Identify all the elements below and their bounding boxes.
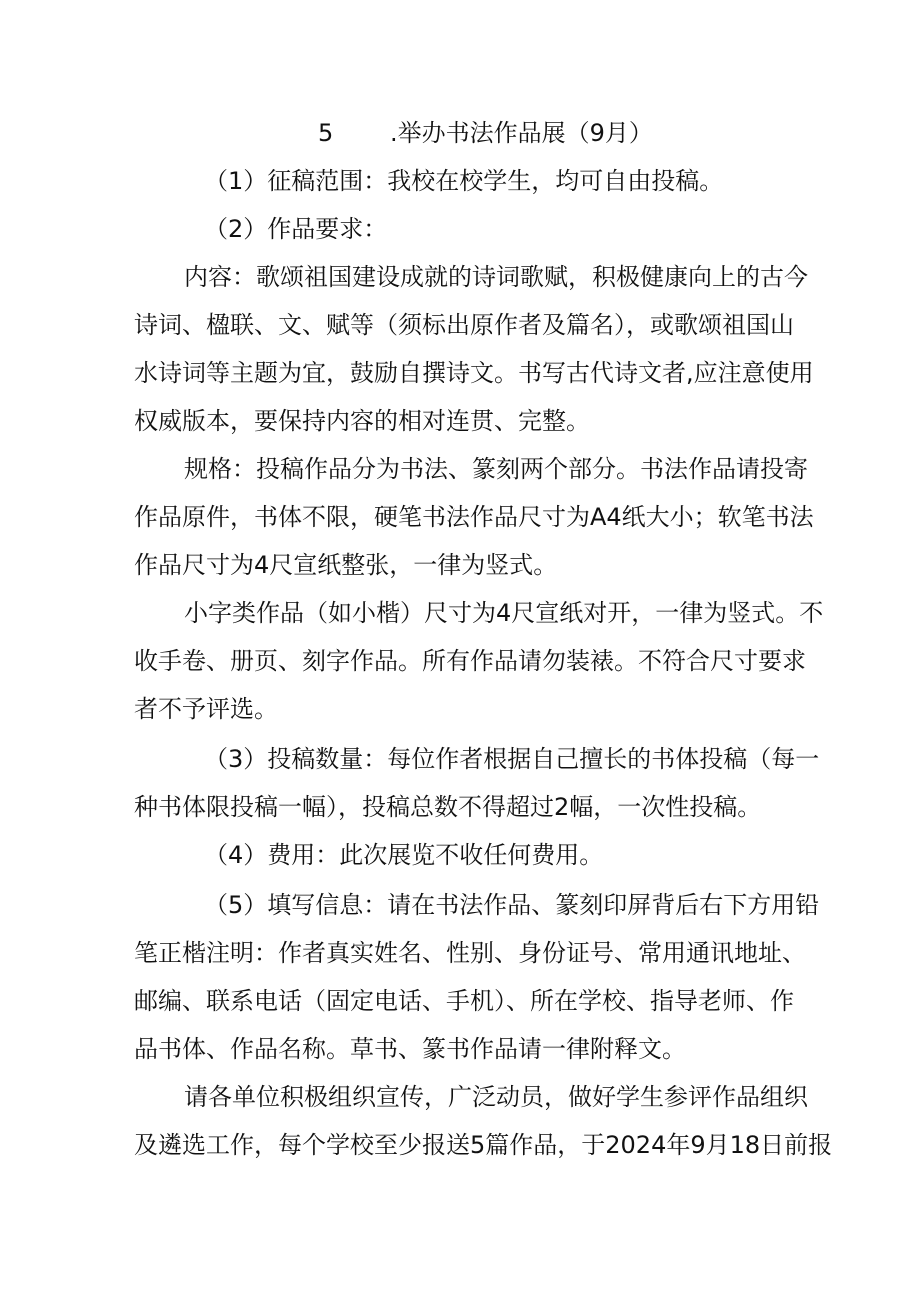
paragraph-line: 者不予评选。	[134, 695, 278, 723]
paragraph-line: 作品尺寸为4尺宣纸整张，一律为竖式。	[134, 551, 558, 579]
section-title: .举办书法作品展（9月）	[390, 119, 653, 147]
paragraph-line: （1）征稿范围：我校在校学生，均可自由投稿。	[204, 167, 724, 195]
paragraph-line: 邮编、联系电话（固定电话、手机）、所在学校、指导老师、作	[134, 987, 794, 1015]
paragraph-line: 请各单位积极组织宣传，广泛动员，做好学生参评作品组织	[184, 1083, 808, 1111]
paragraph-line: 笔正楷注明：作者真实姓名、性别、身份证号、常用通讯地址、	[134, 939, 806, 967]
paragraph-line: 种书体限投稿一幅），投稿总数不得超过2幅，一次性投稿。	[134, 793, 762, 821]
paragraph-line: （3）投稿数量：每位作者根据自己擅长的书体投稿（每一	[204, 745, 820, 773]
paragraph-line: 诗词、楹联、文、赋等（须标出原作者及篇名），或歌颂祖国山	[134, 311, 794, 339]
paragraph-line: 及遴选工作，每个学校至少报送5篇作品，于2024年9月18日前报	[134, 1131, 833, 1159]
paragraph-line: 小字类作品（如小楷）尺寸为4尺宣纸对开，一律为竖式。不	[184, 599, 824, 627]
paragraph-line: （5）填写信息：请在书法作品、篆刻印屏背后右下方用铅	[204, 891, 820, 919]
section-number: 5	[318, 119, 334, 147]
paragraph-line: 品书体、作品名称。草书、篆书作品请一律附释文。	[134, 1035, 686, 1063]
paragraph-line: （4）费用：此次展览不收任何费用。	[204, 841, 604, 869]
paragraph-line: 内容：歌颂祖国建设成就的诗词歌赋，积极健康向上的古今	[184, 263, 808, 291]
paragraph-line: 收手卷、册页、刻字作品。所有作品请勿装裱。不符合尺寸要求	[134, 647, 806, 675]
paragraph-line: 规格：投稿作品分为书法、篆刻两个部分。书法作品请投寄	[184, 455, 808, 483]
paragraph-line: 作品原件，书体不限，硬笔书法作品尺寸为A4纸大小；软笔书法	[134, 503, 814, 531]
paragraph-line: 水诗词等主题为宜，鼓励自撰诗文。书写古代诗文者,应注意使用	[134, 359, 814, 387]
paragraph-line: （2）作品要求：	[204, 215, 388, 243]
paragraph-line: 权威版本，要保持内容的相对连贯、完整。	[134, 407, 590, 435]
